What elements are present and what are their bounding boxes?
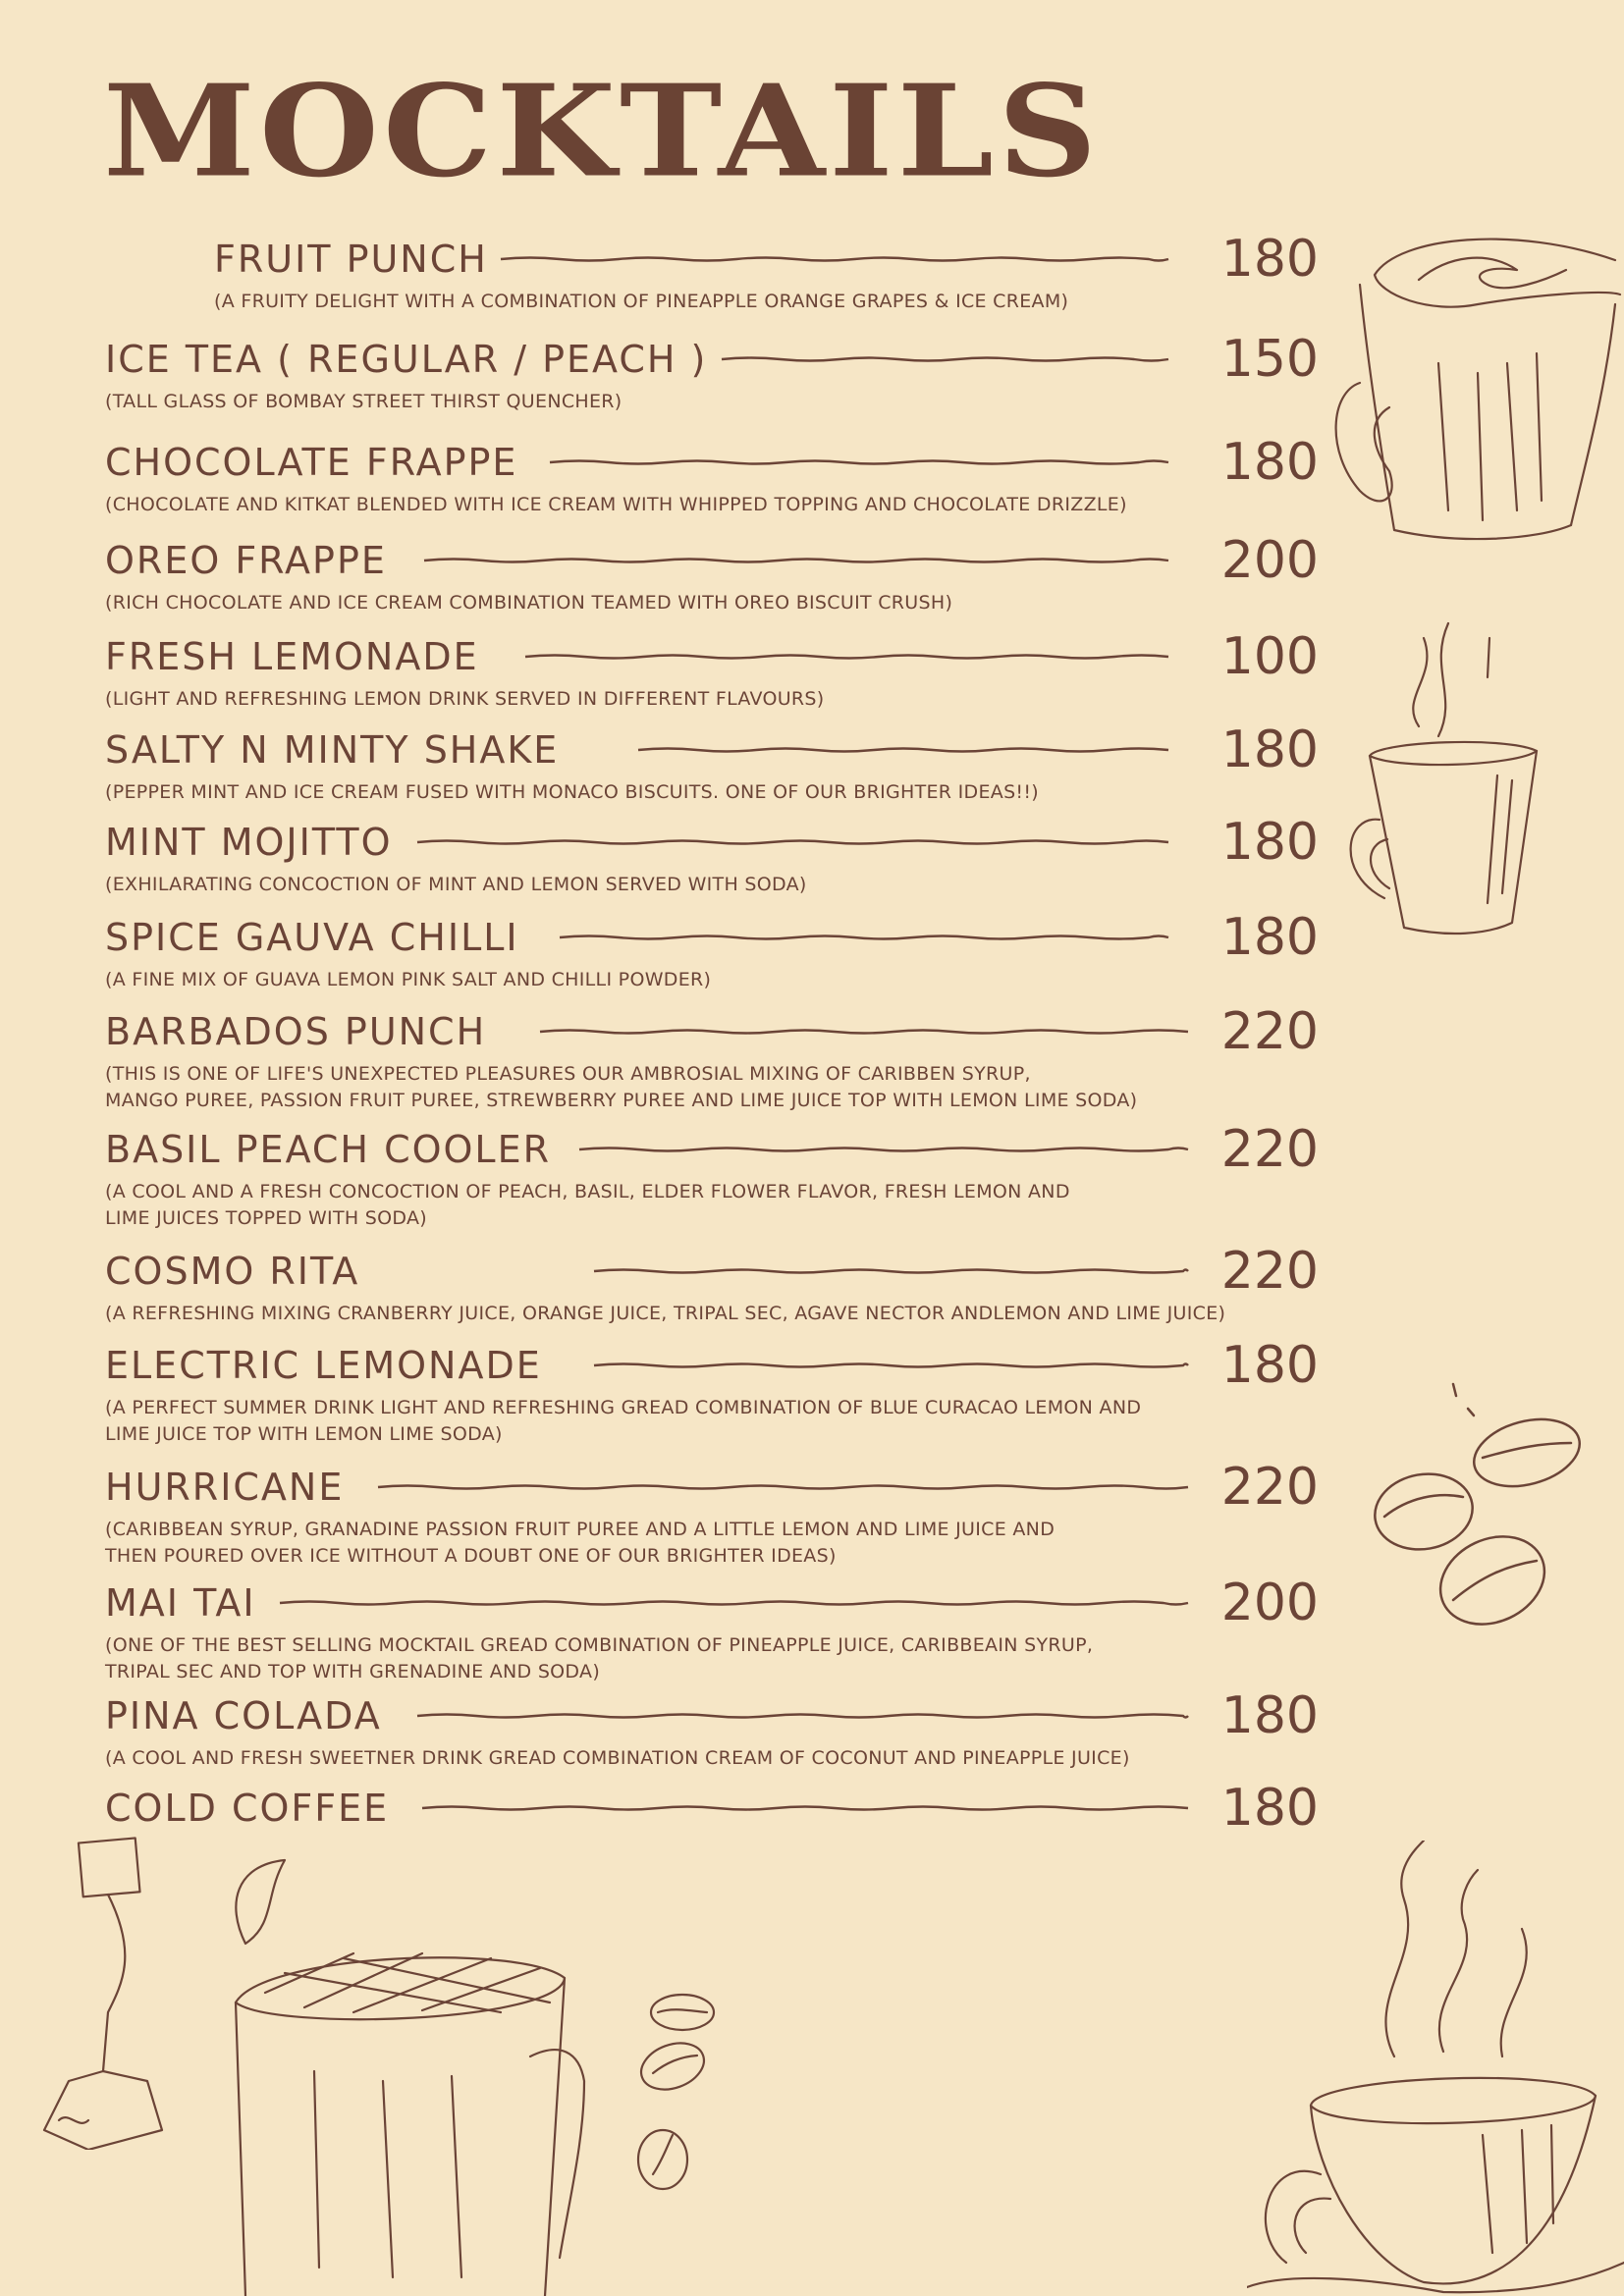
item-description: (A PERFECT SUMMER DRINK LIGHT AND REFRESHING GREAD COMBINATION OF BLUE CURACAO LEMON AND <box>105 1397 1142 1418</box>
item-name: MAI TAI <box>105 1581 256 1625</box>
item-price: 180 <box>1220 1686 1319 1745</box>
item-description: (A FRUITY DELIGHT WITH A COMBINATION OF PINEAPPLE ORANGE GRAPES & ICE CREAM) <box>214 291 1069 312</box>
item-description: MANGO PUREE, PASSION FRUIT PUREE, STREWBERRY PUREE AND LIME JUICE TOP WITH LEMON LIME SODA) <box>105 1090 1138 1111</box>
leader-line <box>422 1798 1188 1818</box>
item-price: 150 <box>1220 330 1319 389</box>
leader-line <box>540 1022 1188 1041</box>
leader-line <box>501 249 1168 269</box>
item-description: (TALL GLASS OF BOMBAY STREET THIRST QUENCHER) <box>105 391 623 412</box>
leader-line <box>638 740 1168 760</box>
item-price: 100 <box>1220 627 1319 686</box>
coffee-beans-sketch <box>1370 1364 1596 1639</box>
item-name: COLD COFFEE <box>105 1787 390 1830</box>
leader-line <box>378 1477 1188 1497</box>
steaming-mug-sketch <box>1340 609 1566 942</box>
item-name: OREO FRAPPE <box>105 539 387 582</box>
leader-line <box>280 1593 1188 1613</box>
leader-line <box>560 928 1168 947</box>
item-description: THEN POURED OVER ICE WITHOUT A DOUBT ONE OF OUR BRIGHTER IDEAS) <box>105 1545 837 1567</box>
item-description: (CHOCOLATE AND KITKAT BLENDED WITH ICE CREAM WITH WHIPPED TOPPING AND CHOCOLATE DRIZZLE) <box>105 494 1127 515</box>
coffee-cup-sketch <box>1321 216 1624 550</box>
item-name: ELECTRIC LEMONADE <box>105 1344 542 1387</box>
leader-line <box>525 647 1168 667</box>
item-price: 180 <box>1220 721 1319 779</box>
menu-title: MOCKTAILS <box>103 57 1102 206</box>
item-description: TRIPAL SEC AND TOP WITH GRENADINE AND SODA) <box>105 1661 601 1682</box>
item-description: (LIGHT AND REFRESHING LEMON DRINK SERVED IN DIFFERENT FLAVOURS) <box>105 688 825 710</box>
leader-line <box>722 349 1168 369</box>
item-description: (CARIBBEAN SYRUP, GRANADINE PASSION FRUIT PUREE AND A LITTLE LEMON AND LIME JUICE AND <box>105 1519 1056 1540</box>
item-price: 180 <box>1220 230 1319 289</box>
item-description: LIME JUICE TOP WITH LEMON LIME SODA) <box>105 1423 503 1445</box>
leader-line <box>424 551 1168 570</box>
leader-line <box>417 832 1168 852</box>
item-description: (A COOL AND A FRESH CONCOCTION OF PEACH, BASIL, ELDER FLOWER FLAVOR, FRESH LEMON AND <box>105 1181 1070 1202</box>
item-description: LIME JUICES TOPPED WITH SODA) <box>105 1207 428 1229</box>
item-name: BASIL PEACH COOLER <box>105 1128 552 1171</box>
leader-line <box>550 453 1168 472</box>
item-name: PINA COLADA <box>105 1694 382 1737</box>
item-price: 180 <box>1220 908 1319 967</box>
item-price: 180 <box>1220 1779 1319 1838</box>
item-price: 220 <box>1220 1002 1319 1061</box>
item-name: MINT MOJITTO <box>105 821 393 864</box>
item-description: (ONE OF THE BEST SELLING MOCKTAIL GREAD COMBINATION OF PINEAPPLE JUICE, CARIBBEAIN SYRUP, <box>105 1634 1094 1656</box>
item-price: 180 <box>1220 433 1319 492</box>
item-description: (RICH CHOCOLATE AND ICE CREAM COMBINATION TEAMED WITH OREO BISCUIT CRUSH) <box>105 592 953 614</box>
item-name: COSMO RITA <box>105 1250 360 1293</box>
saucer-cup-sketch <box>1247 1841 1624 2296</box>
item-price: 200 <box>1220 1574 1319 1632</box>
item-description: (EXHILARATING CONCOCTION OF MINT AND LEMON SERVED WITH SODA) <box>105 874 807 895</box>
item-price: 180 <box>1220 1336 1319 1395</box>
item-description: (A REFRESHING MIXING CRANBERRY JUICE, ORANGE JUICE, TRIPAL SEC, AGAVE NECTOR ANDLEMON AND LIME JUICE) <box>105 1303 1226 1324</box>
frappe-glass-sketch <box>206 1845 619 2296</box>
item-price: 220 <box>1220 1458 1319 1517</box>
item-name: HURRICANE <box>105 1466 345 1509</box>
leader-line <box>594 1261 1188 1281</box>
item-description: (PEPPER MINT AND ICE CREAM FUSED WITH MONACO BISCUITS. ONE OF OUR BRIGHTER IDEAS!!) <box>105 781 1039 803</box>
item-name: SALTY N MINTY SHAKE <box>105 728 560 772</box>
item-description: (A COOL AND FRESH SWEETNER DRINK GREAD COMBINATION CREAM OF COCONUT AND PINEAPPLE JUICE) <box>105 1747 1130 1769</box>
item-description: (A FINE MIX OF GUAVA LEMON PINK SALT AND CHILLI POWDER) <box>105 969 712 990</box>
item-price: 200 <box>1220 531 1319 590</box>
item-name: CHOCOLATE FRAPPE <box>105 441 518 484</box>
item-name: SPICE GAUVA CHILLI <box>105 916 519 959</box>
coffee-beans-sketch <box>619 1983 746 2209</box>
leader-line <box>417 1706 1188 1726</box>
item-name: ICE TEA ( REGULAR / PEACH ) <box>105 338 708 381</box>
item-name: BARBADOS PUNCH <box>105 1010 487 1053</box>
item-price: 220 <box>1220 1120 1319 1179</box>
item-description: (THIS IS ONE OF LIFE'S UNEXPECTED PLEASURES OUR AMBROSIAL MIXING OF CARIBBEN SYRUP, <box>105 1063 1031 1085</box>
item-name: FRUIT PUNCH <box>214 238 488 281</box>
tea-bag-sketch <box>29 1836 177 2150</box>
leader-line <box>579 1140 1188 1159</box>
leader-line <box>594 1356 1188 1375</box>
item-name: FRESH LEMONADE <box>105 635 479 678</box>
item-price: 180 <box>1220 813 1319 872</box>
item-price: 220 <box>1220 1242 1319 1301</box>
